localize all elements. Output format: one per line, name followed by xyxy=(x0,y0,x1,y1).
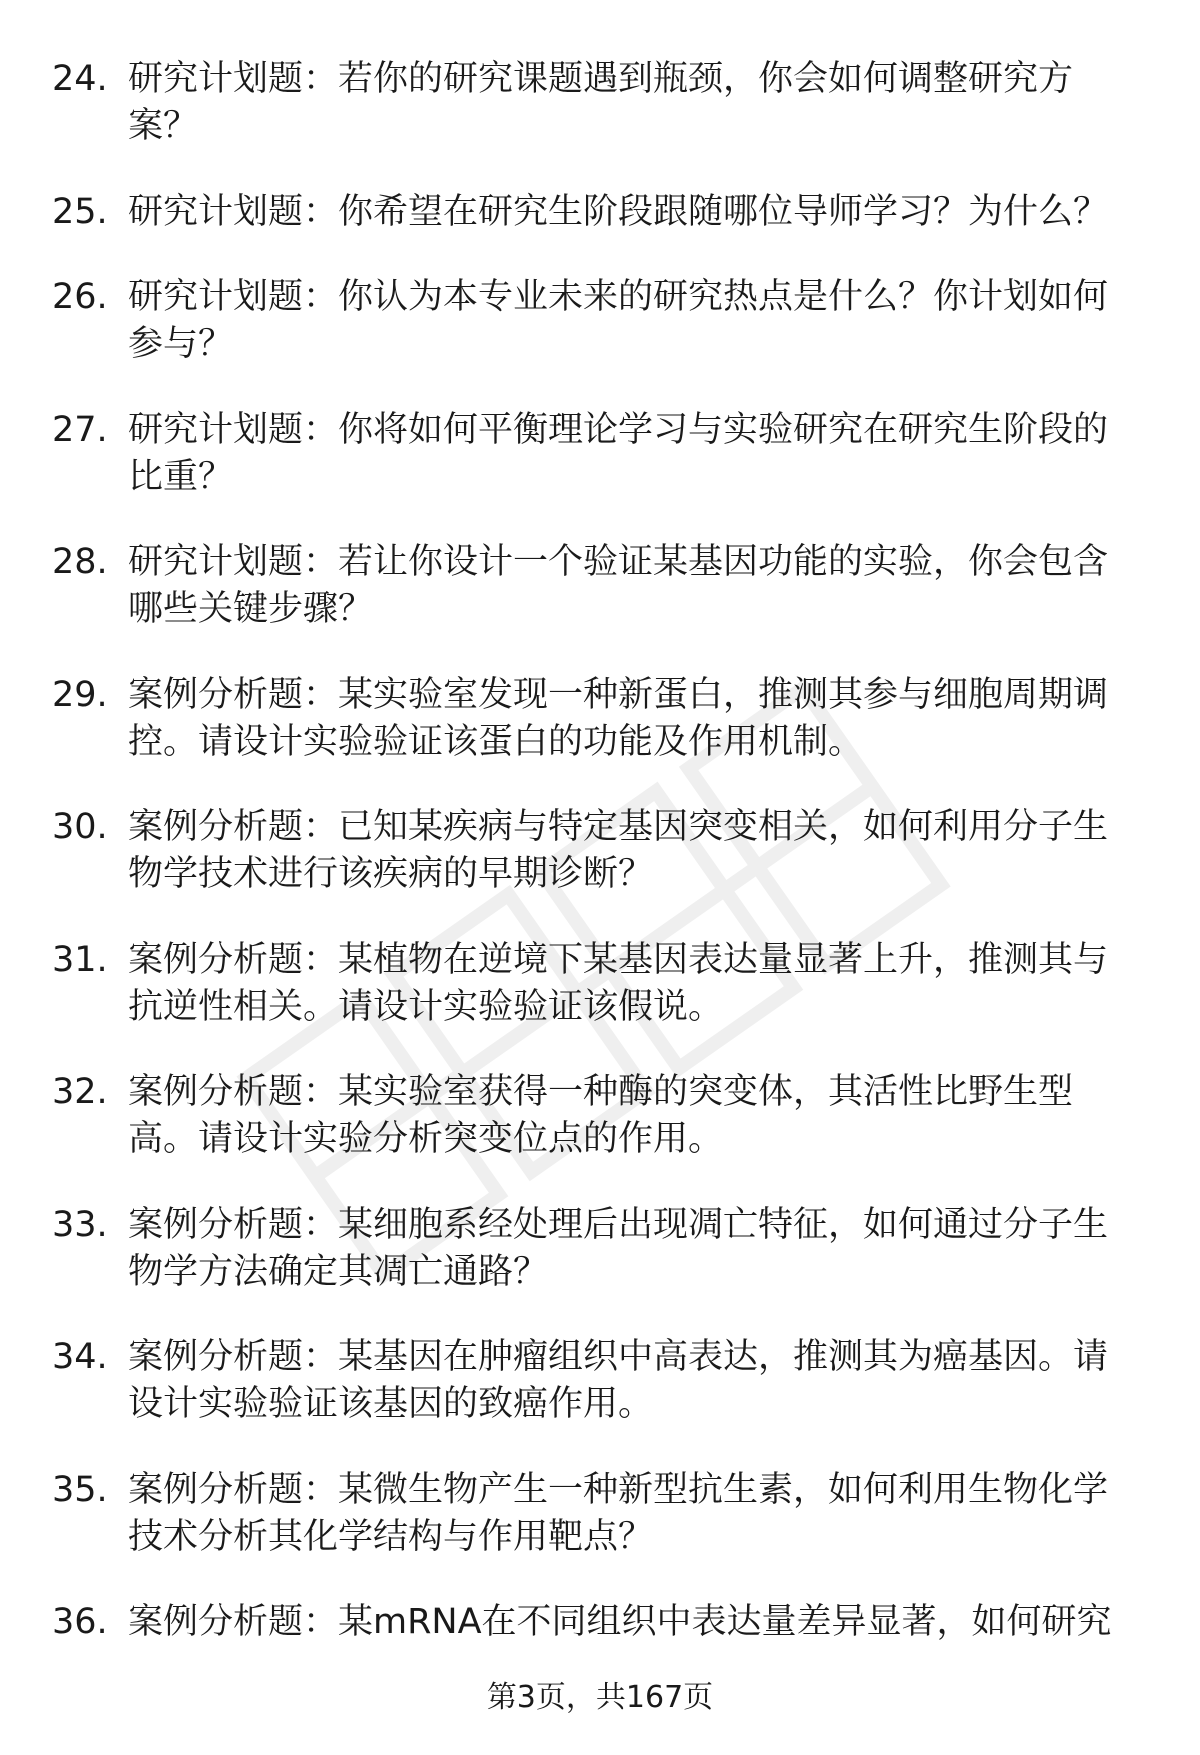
question-number: 31. xyxy=(52,939,108,980)
question-number: 29. xyxy=(52,674,108,715)
question-number: 30. xyxy=(52,807,108,847)
question-text: 研究计划题：你认为本专业未来的研究热点是什么？你计划如何参与？ xyxy=(128,277,1109,364)
question-text: 案例分析题：某植物在逆境下某基因表达量显著上升，推测其与抗逆性相关。请设计实验验证该假说。 xyxy=(128,939,1109,1027)
page-footer: 第3页，共167页 xyxy=(486,1680,714,1715)
question-item xyxy=(52,539,1152,633)
question-number: 36. xyxy=(52,1602,108,1642)
question-number: 28. xyxy=(52,542,108,582)
question-text: 案例分析题：某微生物产生一种新型抗生素，如何利用生物化学技术分析其化学结构与作用靶点？ xyxy=(128,1469,1109,1557)
question-number: 32. xyxy=(52,1072,108,1112)
question-item xyxy=(52,804,1152,898)
question-number: 33. xyxy=(52,1204,108,1245)
question-item xyxy=(52,1334,1152,1428)
question-list xyxy=(52,56,1152,1685)
question-item xyxy=(52,56,1152,150)
question-item xyxy=(52,189,1152,236)
question-text: 研究计划题：你将如何平衡理论学习与实验研究在研究生阶段的比重？ xyxy=(128,409,1109,497)
question-number: 34. xyxy=(52,1337,108,1377)
question-text: 研究计划题：若你的研究课题遇到瓶颈，你会如何调整研究方案？ xyxy=(128,59,1074,146)
question-text: 案例分析题：某基因在肿瘤组织中高表达，推测其为癌基因。请设计实验验证该基因的致癌作用。 xyxy=(128,1337,1109,1424)
question-item xyxy=(52,1467,1152,1561)
question-text: 案例分析题：某细胞系经处理后出现凋亡特征，如何通过分子生物学方法确定其凋亡通路？ xyxy=(128,1204,1109,1292)
question-item xyxy=(52,1069,1152,1163)
question-item xyxy=(52,1599,1152,1646)
question-number: 24. xyxy=(52,59,108,99)
question-item xyxy=(52,672,1152,766)
question-item xyxy=(52,274,1152,368)
question-item xyxy=(52,1202,1152,1296)
question-number: 26. xyxy=(52,277,108,317)
question-item xyxy=(52,937,1152,1031)
question-text: 研究计划题：若让你设计一个验证某基因功能的实验，你会包含哪些关键步骤？ xyxy=(128,542,1109,629)
question-text: 案例分析题：已知某疾病与特定基因突变相关，如何利用分子生物学技术进行该疾病的早期诊断？ xyxy=(128,807,1109,894)
question-text: 研究计划题：你希望在研究生阶段跟随哪位导师学习？为什么？ xyxy=(128,191,1109,232)
question-number: 35. xyxy=(52,1469,108,1510)
question-number: 27. xyxy=(52,409,108,450)
question-number: 25. xyxy=(52,191,108,232)
question-text: 案例分析题：某实验室获得一种酶的突变体，其活性比野生型高。请设计实验分析突变位点的作用。 xyxy=(128,1072,1074,1159)
question-text: 案例分析题：某实验室发现一种新蛋白，推测其参与细胞周期调控。请设计实验验证该蛋白的功能及作用机制。 xyxy=(128,674,1109,762)
question-item xyxy=(52,407,1152,501)
question-text: 案例分析题：某mRNA在不同组织中表达量差异显著，如何研究 xyxy=(128,1602,1112,1642)
